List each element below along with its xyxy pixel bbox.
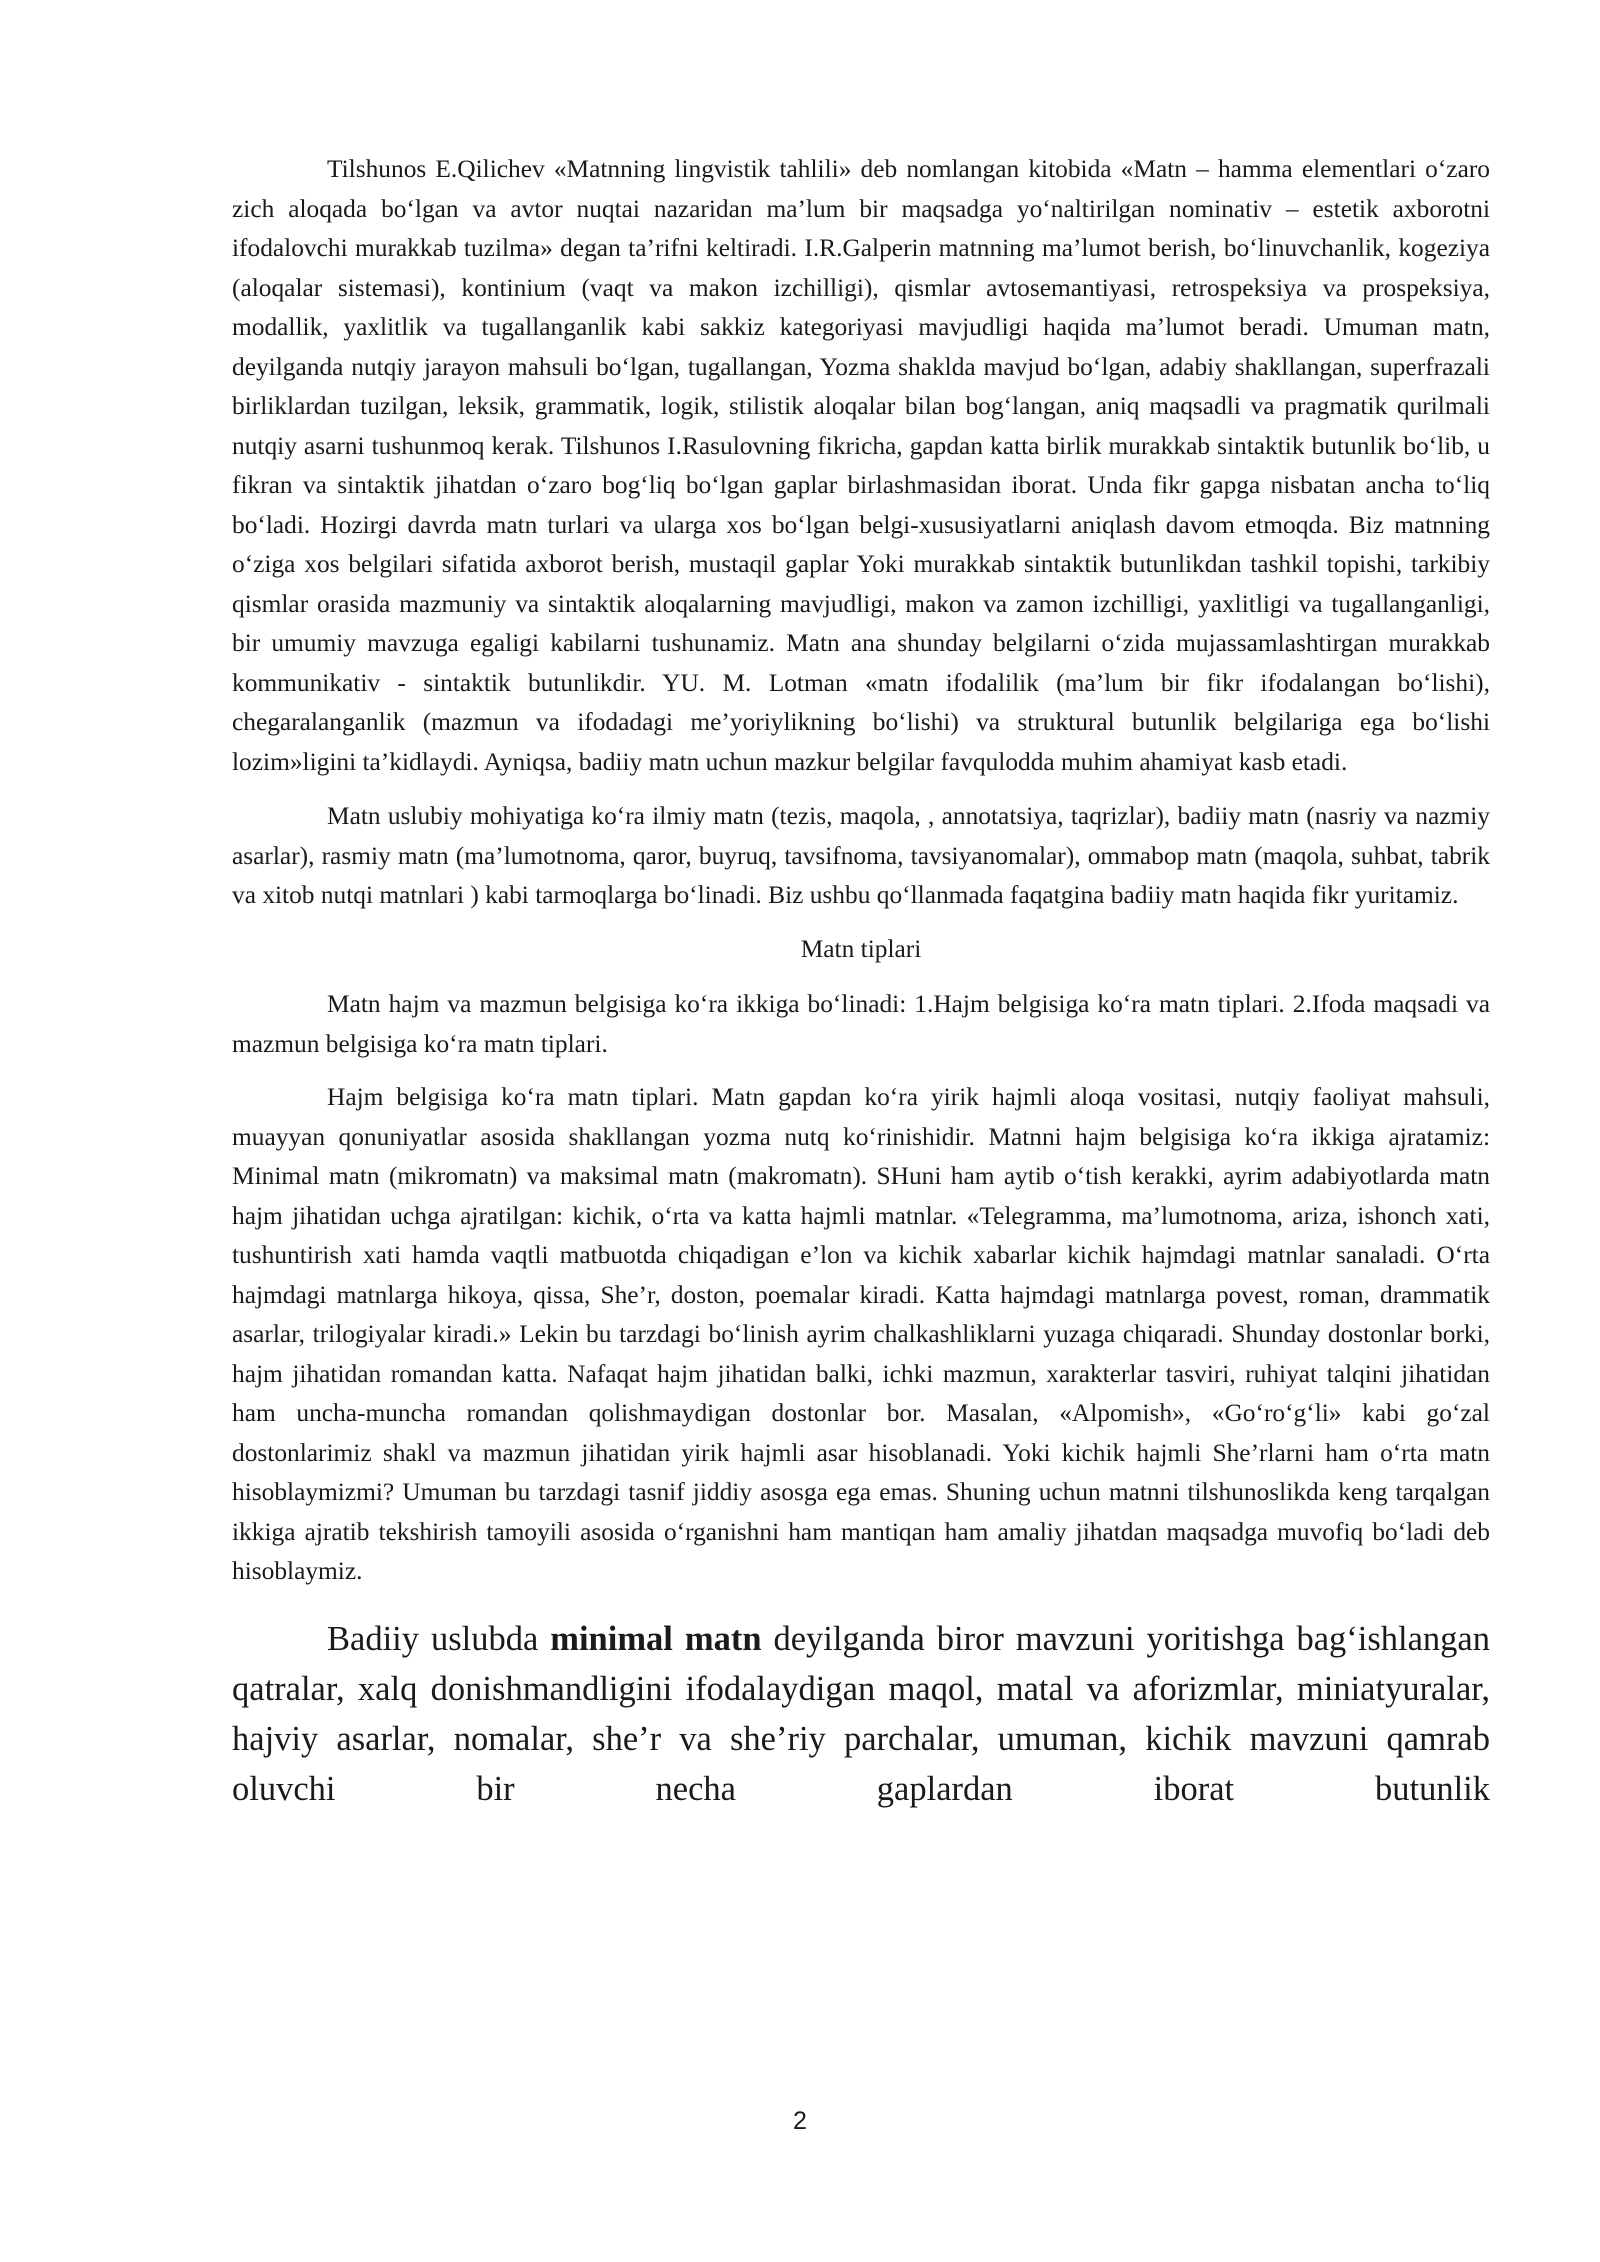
minimal-matn-body: deyilganda biror mavzuni yoritishga bag‘ishlangan qatralar, xalq donishmandligini ifodalaydigan maqol, matal va aforizmlar, miniatyuralar, hajviy asarlar, nomalar, she’r va she’riy parchalar, umuman, kichik mavzuni qamrab oluvchi bir necha gaplardan iborat butunlik (232, 1619, 1490, 1808)
paragraph-minimal-matn (232, 1614, 1490, 1814)
page-number: 2 (793, 2107, 807, 2135)
minimal-matn-term: minimal matn (550, 1619, 762, 1658)
section-heading: Matn tiplari (800, 934, 922, 963)
paragraph-matn-definitions: Tilshunos E.Qilichev «Matnning lingvistik tahlili» deb nomlangan kitobida «Matn – hamma elementlari o‘zaro zich aloqada bo‘lgan va avtor nuqtai nazaridan ma’lum bir maqsadga yo‘naltirilgan nominativ – estetik axborotni ifodalovchi murakkab tuzilma» degan ta’rifni keltiradi. I.R.Galperin matnning ma’lumot berish, bo‘linuvchanlik, kogeziya (aloqalar sistemasi), kontinium (vaqt va makon izchilligi), qismlar avtosemantiyasi, retrospeksiya va prospeksiya, modallik, yaxlitlik va tugallanganlik kabi sakkiz kategoriyasi mavjudligi haqida ma’lumot beradi. Umuman matn, deyilganda nutqiy jarayon mahsuli bo‘lgan, tugallangan, Yozma shaklda mavjud bo‘lgan, adabiy shakllangan, superfrazali birliklardan tuzilgan, leksik, grammatik, logik, stilistik aloqalar bilan bog‘langan, aniq maqsadli va pragmatik qurilmali nutqiy asarni tushunmoq kerak. Tilshunos I.Rasulovning fikricha, gapdan katta birlik murakkab sintaktik butunlik bo‘lib, u fikran va sintaktik jihatdan o‘zaro bog‘liq bo‘lgan gaplar birlashmasidan iborat. Unda fikr gapga nisbatan ancha to‘liq bo‘ladi. Hozirgi davrda matn turlari va ularga xos bo‘lgan belgi-xususiyatlarni aniqlash davom etmoqda. Biz matnning o‘ziga xos belgilari sifatida axborot berish, mustaqil gaplar Yoki murakkab sintaktik butunlikdan tashkil topishi, tarkibiy qismlar orasida mazmuniy va sintaktik aloqalarning mavjudligi, makon va zamon izchilligi, yaxlitligi va tugallanganligi, bir umumiy mavzuga egaligi kabilarni tushunamiz. Matn ana shunday belgilarni o‘zida mujassamlashtirgan murakkab kommunikativ - sintaktik butunlikdir. YU. M. Lotman «matn ifodalilik (ma’lum bir fikr ifodalangan bo‘lishi), chegaralanganlik (mazmun va ifodadagi me’yoriylikning bo‘lishi) va struktural butunlik belgilariga ega bo‘lishi lozim»ligini ta’kidlaydi. Ayniqsa, badiiy matn uchun mazkur belgilar favqulodda muhim ahamiyat kasb etadi. (232, 155, 1490, 776)
paragraph-matn-types: Matn hajm va mazmun belgisiga ko‘ra ikkiga bo‘linadi: 1.Hajm belgisiga ko‘ra matn tiplari. 2.Ifoda maqsadi va mazmun belgisiga ko‘ra matn tiplari. (232, 990, 1490, 1058)
document-page (232, 150, 1490, 1814)
paragraph-volume-types: Hajm belgisiga ko‘ra matn tiplari. Matn gapdan ko‘ra yirik hajmli aloqa vositasi, nutqiy faoliyat mahsuli, muayyan qonuniyatlar asosida shakllangan yozma nutq ko‘rinishidir. Matnni hajm belgisiga ko‘ra ikkiga ajratamiz: Minimal matn (mikromatn) va maksimal matn (makromatn). SHuni ham aytib o‘tish kerakki, ayrim adabiyotlarda matn hajm jihatidan uchga ajratilgan: kichik, o‘rta va katta hajmli matnlar. «Telegramma, ma’lumotnoma, ariza, ishonch xati, tushuntirish xati hamda vaqtli matbuotda chiqadigan e’lon va kichik xabarlar kichik hajmdagi matnlar sanaladi. O‘rta hajmdagi matnlarga hikoya, qissa, She’r, doston, poemalar kiradi. Katta hajmdagi matnlarga povest, roman, drammatik asarlar, trilogiyalar kiradi.» Lekin bu tarzdagi bo‘linish ayrim chalkashliklarni yuzaga chiqaradi. Shunday dostonlar borki, hajm jihatidan romandan katta. Nafaqat hajm jihatidan balki, ichki mazmun, xarakterlar tasviri, ruhiyat talqini jihatidan ham uncha-muncha romandan qolishmaydigan dostonlar bor. Masalan, «Alpomish», «Go‘ro‘g‘li» kabi go‘zal dostonlarimiz shakl va mazmun jihatidan yirik hajmli asar hisoblanadi. Yoki kichik hajmli She’rlarni ham o‘rta matn hisoblaymizmi? Umuman bu tarzdagi tasnif jiddiy asosga ega emas. Shuning uchun matnni tilshunoslikda keng tarqalgan ikkiga ajratib tekshirish tamoyili asosida o‘rganishni ham mantiqan ham amaliy jihatdan maqsadga muvofiq bo‘ladi deb hisoblaymiz. (232, 1083, 1490, 1585)
paragraph-matn-styles: Matn uslubiy mohiyatiga ko‘ra ilmiy matn (tezis, maqola, , annotatsiya, taqrizlar), badiiy matn (nasriy va nazmiy asarlar), rasmiy matn (ma’lumotnoma, qaror, buyruq, tavsifnoma, tavsiyanomalar), ommabop matn (maqola, suhbat, tabrik va xitob nutqi matnlari ) kabi tarmoqlarga bo‘linadi. Biz ushbu qo‘llanmada faqatgina badiiy matn haqida fikr yuritamiz. (232, 802, 1490, 909)
minimal-matn-intro: Badiiy uslubda (327, 1619, 551, 1658)
